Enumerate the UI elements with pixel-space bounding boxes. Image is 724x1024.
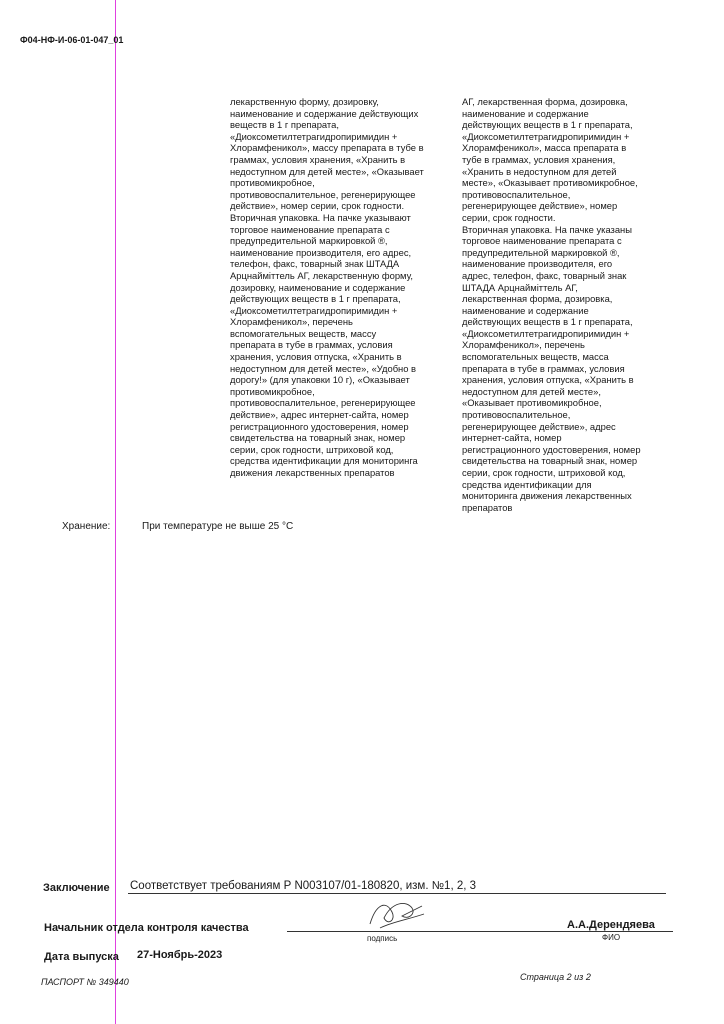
storage-value: При температуре не выше 25 °С — [142, 521, 294, 532]
signature-image — [362, 894, 432, 934]
head-of-qc-label: Начальник отдела контроля качества — [44, 922, 249, 934]
passport-number: ПАСПОРТ № 349440 — [41, 977, 129, 987]
conclusion-value: Соответствует требованиям Р N003107/01-180820, изм. №1, 2, 3 — [130, 880, 477, 892]
storage-label: Хранение: — [62, 521, 111, 532]
signatory-name: А.А.Дерендяева — [567, 919, 655, 931]
page-number: Страница 2 из 2 — [520, 972, 591, 982]
right-text-column: АГ, лекарственная форма, дозировка, наименование и содержание действующих веществ в 1 г препарата, «Диоксометилтетрагидропиримидин + Хлорамфеникол», масса препарата в тубе в граммах, условия хранения, «Хранить в недоступном для детей месте», «Оказывает противомикробное, противовоспалительное, регенерирующее действие», номер серии, срок годности. Вторичная упаковка. На пачке указаны торговое наименование препарата с предупредительной маркировкой ®, наименование производителя, его адрес, телефон, факс, товарный знак ШТАДА Арцнайміттель АГ, лекарственная форма, дозировка, наименование и содержание действующих веществ в 1 г препарата, «Диоксометилтетрагидропиримидин + Хлорамфеникол», перечень вспомогательных веществ, масса препарата в тубе в граммах, условия хранения, условия отпуска, «Хранить в недоступном для детей месте», «Оказывает противомикробное, противовоспалительное, регенерирующее действие», адрес интернет-сайта, номер регистрационного удостоверения, номер свидетельства на товарный знак, номер серии, срок годности, штриховой код, средства идентификации для мониторинга движения лекарственных препаратов — [462, 96, 641, 513]
signature-line — [287, 931, 545, 932]
document-code: Ф04-НФ-И-06-01-047_01 — [20, 35, 124, 45]
release-date-label: Дата выпуска — [44, 951, 119, 963]
fio-caption: ФИО — [602, 933, 621, 942]
signature-caption: подпись — [367, 934, 398, 943]
name-underline — [545, 931, 673, 932]
conclusion-label: Заключение — [43, 882, 110, 894]
margin-line — [115, 0, 116, 1024]
release-date-value: 27-Ноябрь-2023 — [137, 949, 223, 961]
left-text-column: лекарственную форму, дозировку, наименование и содержание действующих веществ в 1 г препарата, «Диоксометилтетрагидропиримидин + Хлорамфеникол», массу препарата в тубе в граммах, условия хранения, «Хранить в недоступном для детей месте», «Оказывает противомикробное, противовоспалительное, регенерирующее действие», номер серии, срок годности. Вторичная упаковка. На пачке указывают торговое наименование препарата с предупредительной маркировкой ®, наименование производителя, его адрес, телефон, факс, товарный знак ШТАДА Арцнайміттель АГ, лекарственную форму, дозировку, наименование и содержание действующих веществ в 1 г препарата, «Диоксометилтетрагидропиримидин + Хлорамфеникол», перечень вспомогательных веществ, массу препарата в тубе в граммах, условия хранения, условия отпуска, «Хранить в недоступном для детей месте», «Удобно в дорогу!» (для упаковки 10 г), «Оказывает противомикробное, противовоспалительное, регенерирующее действие», адрес интернет-сайта, номер регистрационного удостоверения, номер свидетельства на товарный знак, номер серии, срок годности, штриховой код, средства идентификации для мониторинга движения лекарственных препаратов — [230, 96, 424, 478]
